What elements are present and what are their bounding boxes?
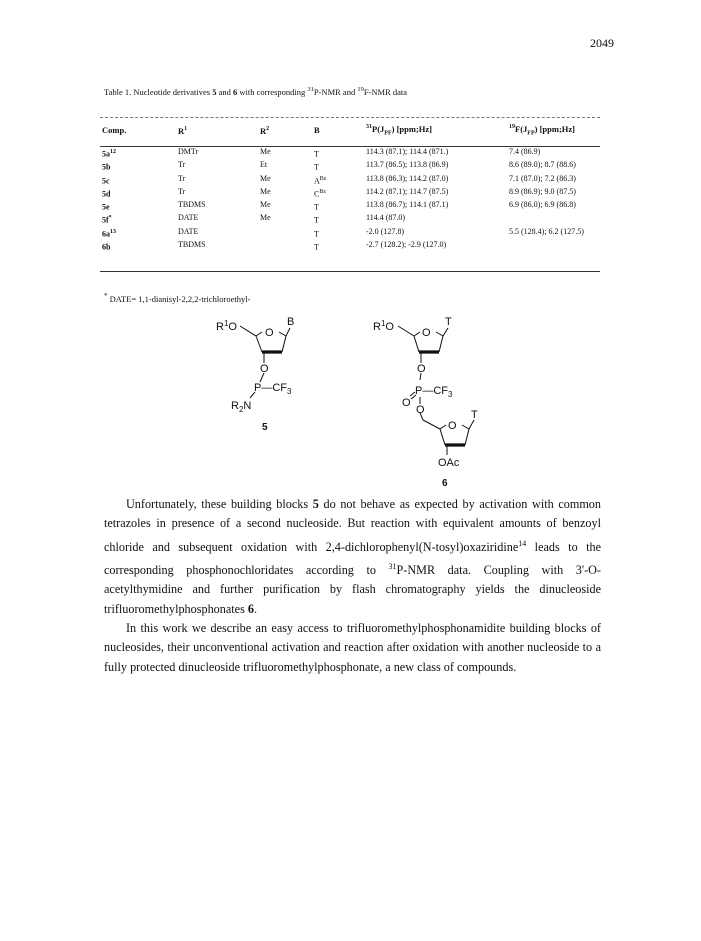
table-row bbox=[102, 147, 609, 160]
cell-31p: 114.2 (87.1); 114.7 (87.5) bbox=[366, 186, 449, 196]
s6-acetoxy-label: OAc bbox=[438, 457, 460, 469]
cell-base: T bbox=[314, 216, 319, 226]
cell-31p: 114.4 (87.0) bbox=[366, 213, 406, 223]
cell-r1: Tr bbox=[178, 186, 186, 196]
s5-base-label: B bbox=[287, 316, 295, 328]
cell-19f: 7.4 (86.9) bbox=[509, 147, 541, 157]
table-row bbox=[102, 200, 609, 213]
cell-base: T bbox=[314, 242, 319, 252]
cell-19f bbox=[509, 240, 609, 253]
cell-19f: 5.5 (128.4); 6.2 (127.5) bbox=[509, 226, 584, 236]
cell-base: T bbox=[314, 163, 319, 173]
table-row bbox=[102, 213, 609, 226]
s5-amine-label: $R_2N$ bbox=[231, 400, 252, 414]
cell-r1: DMTr bbox=[178, 147, 199, 157]
cell-comp: $5a^{12}$ bbox=[102, 149, 116, 159]
cell-r2: Me bbox=[260, 186, 271, 196]
cell-19f: 8.6 (89.0); 8.7 (88.6) bbox=[509, 160, 576, 170]
cell-base: T bbox=[314, 229, 319, 239]
table-row bbox=[102, 240, 609, 253]
cell-r2: Me bbox=[260, 147, 271, 157]
cell-base: T bbox=[314, 149, 319, 159]
cell-31p: 113.7 (86.5); 113.8 (86.9) bbox=[366, 160, 449, 170]
s5-o3-label: O bbox=[260, 363, 269, 375]
header-31p: $^{31}P(J_{PF})$ [ppm;Hz] bbox=[366, 123, 432, 137]
cell-r1: Tr bbox=[178, 173, 186, 183]
nmr-data-table bbox=[102, 122, 609, 253]
cell-base: T bbox=[314, 202, 319, 212]
cell-19f: 8.9 (86.9); 9.0 (87.5) bbox=[509, 186, 576, 196]
cell-comp: 5f* bbox=[102, 215, 112, 226]
table-header-row bbox=[102, 122, 609, 139]
s6-phosphorus-label: $P—CF_3$ bbox=[415, 385, 453, 399]
s5-phosphorus-label: $P—CF_3$ bbox=[254, 382, 292, 396]
cell-r1: TBDMS bbox=[178, 239, 206, 249]
s5-ring-oxygen: O bbox=[265, 327, 274, 339]
s6-o5-label: O bbox=[416, 404, 425, 416]
s6-base1-label: T bbox=[445, 316, 452, 328]
compound-5-label: 5 bbox=[262, 422, 268, 433]
cell-r2 bbox=[260, 240, 314, 253]
table-row bbox=[102, 160, 609, 173]
table-top-rule bbox=[100, 117, 600, 118]
cell-r1: Tr bbox=[178, 160, 186, 170]
cell-31p: 113.8 (86.3); 114.2 (87.0) bbox=[366, 173, 449, 183]
s6-o3-label: O bbox=[417, 363, 426, 375]
table-row bbox=[102, 174, 609, 187]
table-row bbox=[102, 227, 609, 240]
cell-31p: -2.0 (127.8) bbox=[366, 226, 404, 236]
table-caption: Table 1. Nucleotide derivatives 5 and 6 with corresponding $^{31}$P-NMR and $^{19}$F-NMR data bbox=[104, 86, 408, 97]
header-comp: Comp. bbox=[102, 125, 127, 136]
s5-r1-label: $R^1O$ bbox=[216, 319, 237, 333]
body-text bbox=[104, 495, 601, 677]
cell-r2: Me bbox=[260, 173, 271, 183]
cell-base: $A^{Bz}$ bbox=[314, 175, 327, 186]
table-body bbox=[102, 147, 609, 253]
table-bottom-rule bbox=[100, 271, 600, 272]
header-r1: $R^1$ bbox=[178, 126, 188, 137]
cell-comp: 5d bbox=[102, 189, 111, 199]
chemical-structures bbox=[0, 310, 701, 490]
table-footnote: * DATE= 1,1-dianisyl-2,2,2-trichloroethyl- bbox=[104, 292, 251, 304]
cell-19f: 6.9 (86.0); 6.9 (86.8) bbox=[509, 200, 576, 210]
cell-r2: Me bbox=[260, 200, 271, 210]
cell-r1: DATE bbox=[178, 213, 199, 223]
cell-r2: Me bbox=[260, 213, 271, 223]
cell-r1: TBDMS bbox=[178, 200, 206, 210]
cell-31p: 114.3 (87.1); 114.4 (871.) bbox=[366, 147, 449, 157]
s6-ring1-oxygen: O bbox=[422, 327, 431, 339]
s6-r1-label: $R^1O$ bbox=[373, 319, 394, 333]
cell-19f: 7.1 (87.0); 7.2 (86.3) bbox=[509, 173, 576, 183]
cell-r1: DATE bbox=[178, 226, 199, 236]
cell-r2 bbox=[260, 227, 314, 240]
cell-comp: 5b bbox=[102, 163, 111, 173]
cell-19f bbox=[509, 213, 609, 226]
compound-6-label: 6 bbox=[442, 478, 448, 489]
cell-31p: -2.7 (128.2); -2.9 (127.0) bbox=[366, 239, 447, 249]
header-19f: $^{19}F(J_{FP})$ [ppm;Hz] bbox=[509, 123, 575, 137]
s6-base2-label: T bbox=[471, 409, 478, 421]
cell-comp: 5e bbox=[102, 202, 110, 212]
cell-comp: 6b bbox=[102, 242, 111, 252]
cell-31p: 113.8 (86.7); 114.1 (87.1) bbox=[366, 200, 449, 210]
table-row bbox=[102, 187, 609, 200]
paragraph-1: Unfortunately, these building blocks 5 do not behave as expected by activation with common tetrazoles in presence of a second nucleoside. But reaction with equivalent amounts of benzoyl chloride and subsequent oxidation with 2,4-dichlorophenyl(N-tosyl)oxaziridine$^{14}$ leads to the corresponding phosphonochloridates according to $^{31}$P-NMR data. Coupling with 3'-O-acetylthymidine and further purification by flash chromatography yields the dinucleoside trifluoromethylphosphonates 6. bbox=[104, 497, 601, 616]
header-r2: $R^2$ bbox=[260, 126, 270, 137]
cell-base: $C^{Bz}$ bbox=[314, 188, 327, 199]
cell-comp: $6a^{13}$ bbox=[102, 228, 116, 239]
s6-oxo-label: O bbox=[402, 397, 411, 409]
cell-comp: 5c bbox=[102, 176, 110, 186]
cell-r2: Et bbox=[260, 160, 268, 170]
s6-ring2-oxygen: O bbox=[448, 420, 457, 432]
header-base: B bbox=[314, 125, 320, 136]
page-number: 2049 bbox=[590, 36, 614, 50]
paragraph-2: In this work we describe an easy access to trifluoromethylphosphonamidite building blocks of nucleosides, their unconventional activation and reaction after oxidation with another nucleoside to a fully protected dinucleoside trifluoromethylphosphonate, a new class of compounds. bbox=[104, 620, 601, 674]
